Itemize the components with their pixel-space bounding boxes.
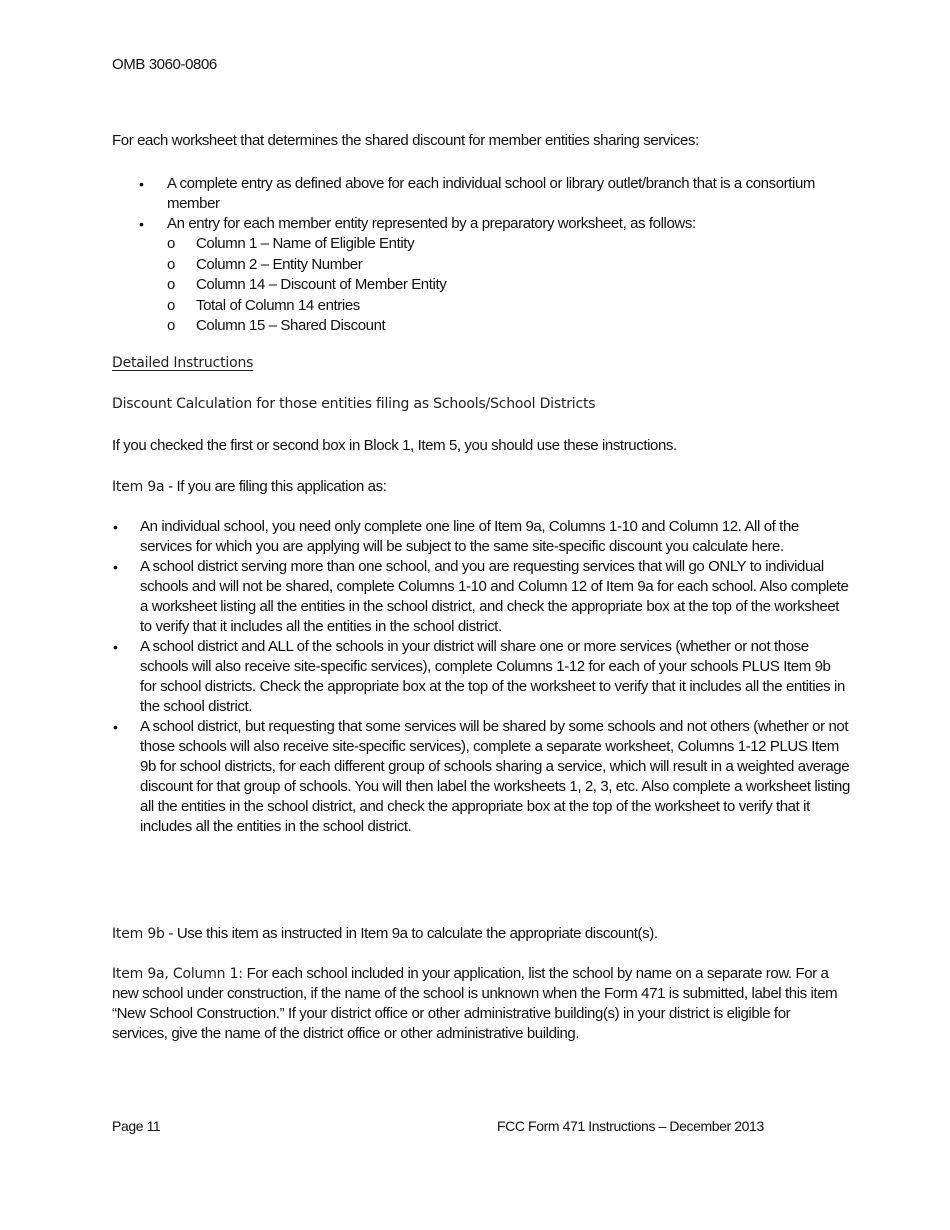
list-item: • A complete entry as defined above for each individual school or library outlet/branch that is a consortium member bbox=[167, 174, 847, 214]
list-item: • A school district serving more than one school, and you are requesting services that will go ONLY to individual schools and will not be shared, complete Columns 1-10 and Column 12 of Item 9a for each school. Also complete a worksheet listing all the entities in the school district, and check the appropriate box at the top of the worksheet to verify that it includes all the entities in the school district. bbox=[140, 557, 850, 637]
item-9a-label: Item 9a bbox=[112, 479, 165, 495]
column-1-label: Item 9a, Column 1: bbox=[112, 966, 243, 982]
list-item: • A school district and ALL of the schools in your district will share one or more services (whether or not those schools will also receive site-specific services), complete Columns 1-12 for each of your schools PLUS Item 9b for school districts. Check the appropriate box at the top of the worksheet to verify that it includes all the entities in the school district. bbox=[140, 637, 850, 717]
item-9b-text: - Use this item as instructed in Item 9a to calculate the appropriate discount(s). bbox=[164, 925, 658, 942]
item-9a-text: - If you are filing this application as: bbox=[164, 478, 387, 495]
subheading: Discount Calculation for those entities filing as Schools/School Districts bbox=[112, 396, 596, 412]
item-9b-paragraph bbox=[112, 924, 658, 944]
item-9b-label: Item 9b bbox=[112, 926, 165, 942]
list-item: • An individual school, you need only complete one line of Item 9a, Columns 1-10 and Column 12. All of the services for which you are applying will be subject to the same site-specific discount you calculate here. bbox=[140, 517, 850, 557]
page-number: Page 11 bbox=[112, 1118, 161, 1134]
sublist-item: o Column 1 – Name of Eligible Entity bbox=[196, 234, 847, 255]
sublist-item: o Total of Column 14 entries bbox=[196, 296, 847, 317]
column-1-paragraph bbox=[112, 964, 847, 1044]
list-item: • A school district, but requesting that some services will be shared by some schools and not others (whether or not those schools will also receive site-specific services), complete a separate worksheet, Columns 1-12 PLUS Item 9b for school districts, for each different group of schools sharing a service, which will result in a weighted average discount for that group of schools. You will then label the worksheets 1, 2, 3, etc. Also complete a worksheet listing all the entities in the school district, and check the appropriate box at the top of the worksheet to verify that it includes all the entities in the school district. bbox=[140, 717, 850, 837]
item-9a-intro bbox=[112, 477, 386, 497]
footer-title: FCC Form 471 Instructions – December 2013 bbox=[497, 1118, 764, 1134]
checked-box-paragraph: If you checked the first or second box in Block 1, Item 5, you should use these instructions. bbox=[112, 437, 677, 454]
column-sublist bbox=[167, 234, 847, 337]
sublist-item: o Column 14 – Discount of Member Entity bbox=[196, 275, 847, 296]
list-item bbox=[167, 214, 847, 337]
sublist-item: o Column 15 – Shared Discount bbox=[196, 316, 847, 337]
sublist-item: o Column 2 – Entity Number bbox=[196, 255, 847, 276]
intro-paragraph: For each worksheet that determines the shared discount for member entities sharing services: bbox=[112, 132, 699, 149]
consortium-entry-list bbox=[167, 174, 847, 337]
section-heading: Detailed Instructions bbox=[112, 355, 254, 371]
filing-type-list bbox=[140, 517, 850, 837]
list-item-text: An entry for each member entity represented by a preparatory worksheet, as follows: bbox=[167, 215, 696, 232]
column-1-text: For each school included in your application, list the school by name on a separate row. For a new school under construction, if the name of the school is unknown when the Form 471 is submitted, label this item “New School Construction.” If your district office or other administrative building(s) in your district is eligible for services, give the name of the district office or other administrative building. bbox=[112, 965, 838, 1042]
omb-number: OMB 3060-0806 bbox=[112, 56, 217, 73]
